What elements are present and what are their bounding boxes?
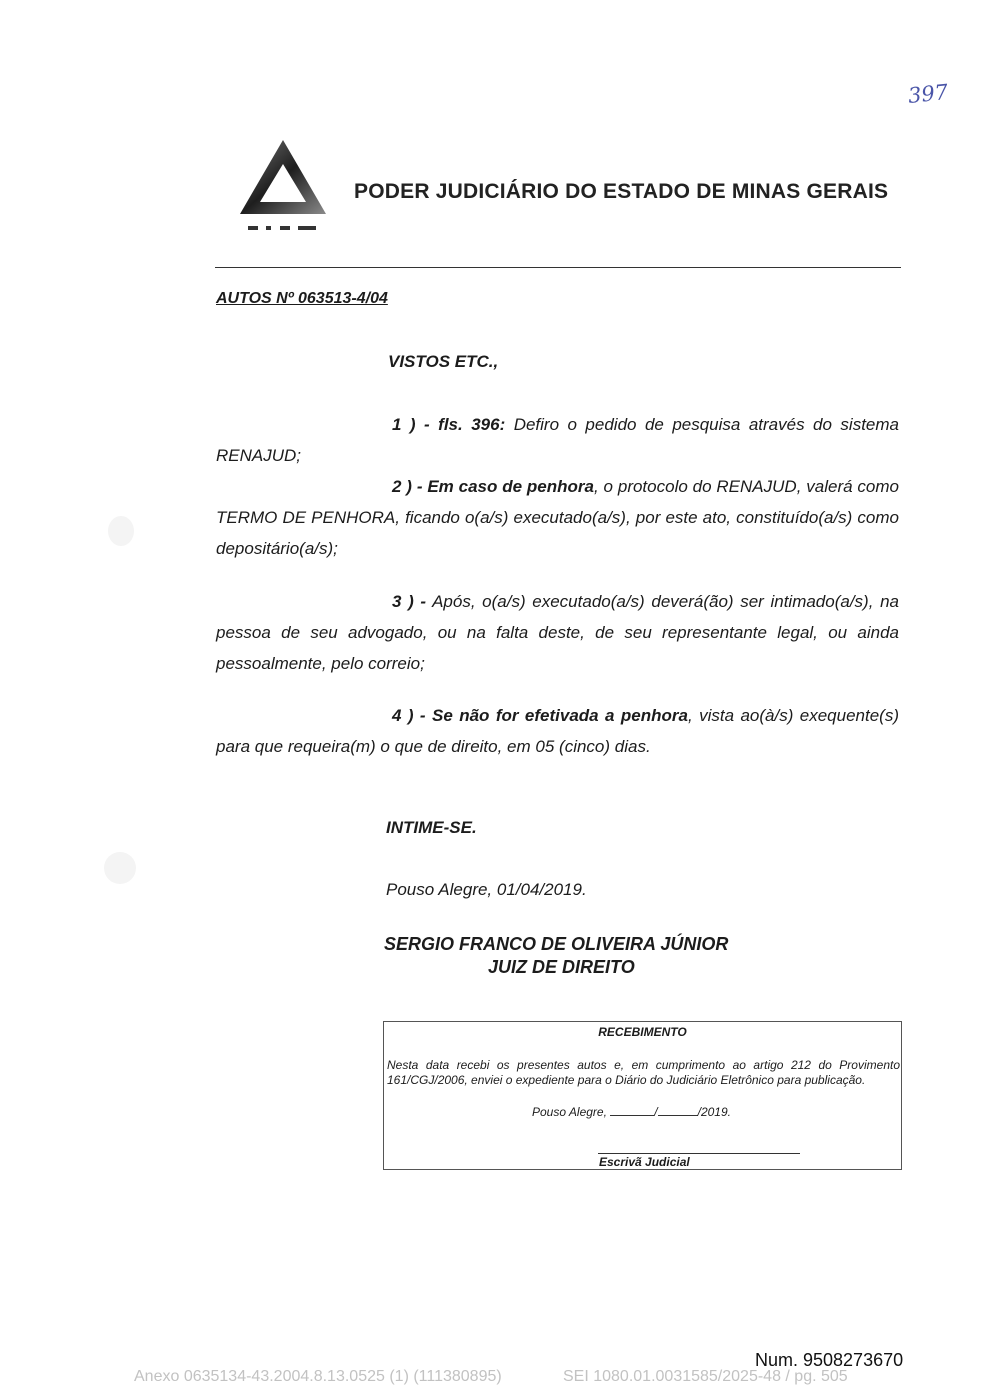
clerk-signature-label: Escrivã Judicial xyxy=(599,1155,690,1169)
decision-item-1 xyxy=(216,409,899,471)
receipt-place: Pouso Alegre, xyxy=(532,1105,607,1119)
signature-line xyxy=(598,1153,800,1154)
decision-item-3 xyxy=(216,586,899,679)
handwritten-page-number: 397 xyxy=(906,79,950,109)
scan-artifact xyxy=(108,516,134,546)
item-lead: 2 ) - Em caso de penhora xyxy=(392,477,594,496)
scan-artifact xyxy=(104,852,136,884)
receipt-text: Nesta data recebi os presentes autos e, em cumprimento ao artigo 212 do Provimento 161/CGJ/2006, enviei o expediente para o Diário do Judiciário Eletrônico para publicação. xyxy=(387,1058,900,1087)
receipt-year: /2019. xyxy=(697,1105,731,1119)
item-lead: 3 ) - xyxy=(392,592,427,611)
header-divider xyxy=(215,267,901,268)
tjmg-logo-icon xyxy=(236,136,330,236)
place-date: Pouso Alegre, 01/04/2019. xyxy=(386,880,587,899)
date-separator: / xyxy=(654,1105,658,1119)
item-lead: 1 ) - fls. 396: xyxy=(392,415,506,434)
receipt-title: RECEBIMENTO xyxy=(598,1025,687,1039)
receipt-box xyxy=(383,1021,902,1170)
decision-item-2 xyxy=(216,471,899,564)
month-blank xyxy=(658,1105,698,1116)
case-number: AUTOS Nº 063513-4/04 xyxy=(216,290,388,307)
item-text: , vista ao(à/s) exequente(s) para que requeira(m) o que de direito, em 05 (cinco) dias. xyxy=(216,706,899,756)
item-lead: 4 ) - Se não for efetivada a penhora xyxy=(392,706,688,725)
opening-phrase: VISTOS ETC., xyxy=(388,352,499,371)
item-text: Defiro o pedido de pesquisa através do sistema RENAJUD; xyxy=(216,415,899,465)
item-text: Após, o(a/s) executado(a/s) deverá(ão) ser intimado(a/s), na pessoa de seu advogado, ou na falta deste, de seu representante legal, ou ainda pessoalmente, pelo correio; xyxy=(216,592,899,673)
item-text: , o protocolo do RENAJUD, valerá como TERMO DE PENHORA, ficando o(a/s) executado(a/s), por este ato, constituído(a/s) como depositário(a/s); xyxy=(216,477,899,558)
judge-role: JUIZ DE DIREITO xyxy=(488,957,635,977)
day-blank xyxy=(610,1105,654,1116)
footer-annex: Anexo 0635134-43.2004.8.13.0525 (1) (111380895) xyxy=(134,1368,502,1385)
footer-sei: SEI 1080.01.0031585/2025-48 / pg. 505 xyxy=(563,1368,848,1385)
court-title: PODER JUDICIÁRIO DO ESTADO DE MINAS GERAIS xyxy=(354,180,889,203)
judge-name: SERGIO FRANCO DE OLIVEIRA JÚNIOR xyxy=(384,934,729,954)
document-number: Num. 9508273670 xyxy=(755,1350,904,1370)
decision-item-4 xyxy=(216,700,899,762)
receipt-place-date xyxy=(532,1105,731,1119)
closing-order: INTIME-SE. xyxy=(386,818,477,837)
